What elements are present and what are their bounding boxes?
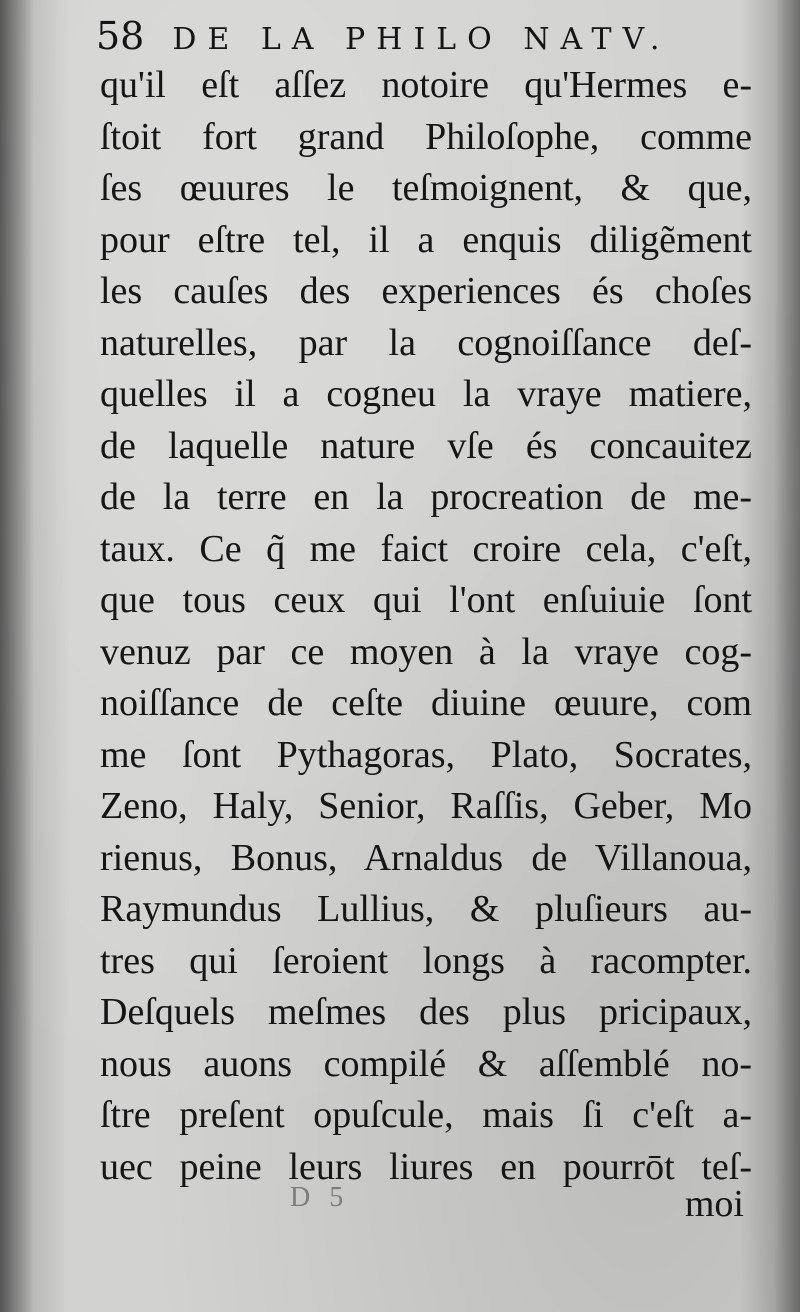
catchword: moi [684,1183,744,1225]
text-line: que tous ceux qui l'ont enſuiuie ſont [100,579,752,621]
text-line: nous auons compilé & aſſemblé no- [100,1042,752,1085]
text-line: de la terre en la procreation de me- [100,476,752,518]
text-line: tres qui ſeroient longs à racompter. [100,939,752,982]
signature-mark: D 5 [290,1182,350,1213]
text-line: ſtre preſent opuſcule, mais ſi c'eſt a- [100,1094,752,1136]
text-line: taux. Ce q̃ me faict croire cela, c'eſt, [100,527,752,570]
page-number: 58 [96,14,145,58]
text-line: me ſont Pythagoras, Plato, Socrates, [100,733,752,776]
text-line: Deſquels meſmes des plus pricipaux, [100,991,752,1033]
text-line: pour eſtre tel, il a enquis diligẽment [100,218,752,261]
text-line: rienus, Bonus, Arnaldus de Villanoua, [100,836,752,879]
text-line: Raymundus Lullius, & pluſieurs au- [100,888,752,930]
text-line: uec peine leurs liures en pourrōt teſ- [100,1145,752,1188]
running-title: DE LA PHILO NATV. [172,22,671,57]
text-line: qu'il eſt aſſez notoire qu'Hermes e- [100,64,752,106]
text-line: quelles il a cogneu la vraye matiere, [100,373,752,415]
text-line: noiſſance de ceſte diuine œuure, com [100,682,752,724]
body-text [100,60,752,1193]
running-head [96,14,670,66]
text-line: les cauſes des experiences és choſes [100,270,752,312]
page-footer [100,1182,752,1228]
text-line: naturelles, par la cognoiſſance deſ- [100,321,752,364]
gutter-shadow [0,0,34,1312]
text-line: Zeno, Haly, Senior, Raſſis, Geber, Mo [100,785,752,827]
text-line: ſtoit fort grand Philoſophe, comme [100,115,752,158]
page-edge-shadow [774,0,800,1312]
text-line: de laquelle nature vſe és concauitez [100,424,752,467]
text-line: ſes œuures le teſmoignent, & que, [100,167,752,209]
text-line: venuz par ce moyen à la vraye cog- [100,630,752,673]
